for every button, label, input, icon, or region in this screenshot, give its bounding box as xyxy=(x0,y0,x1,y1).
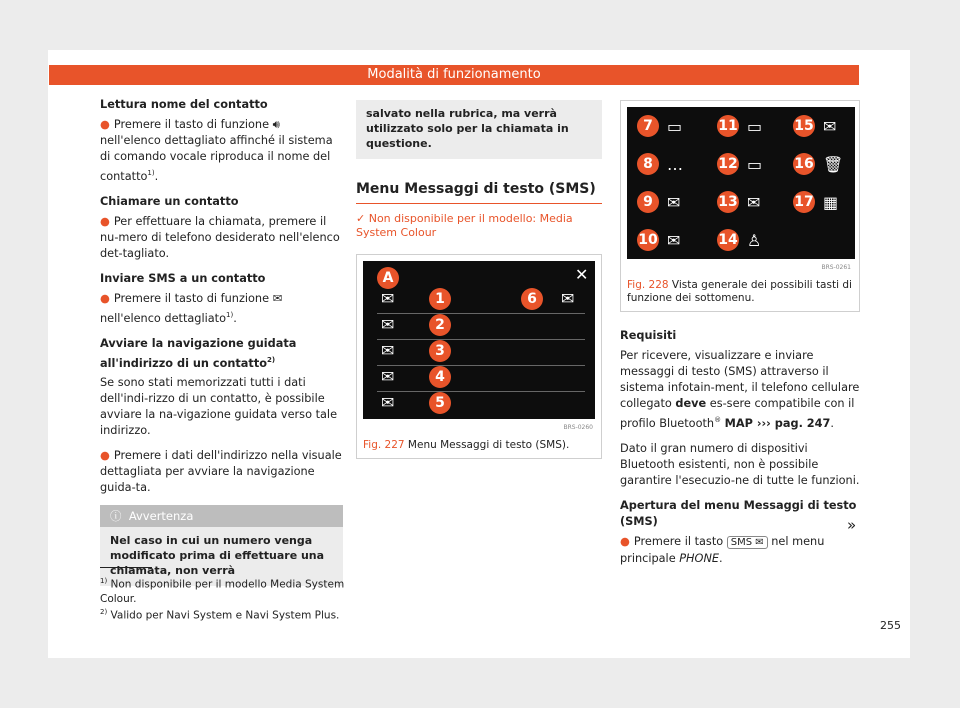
para-requirements: Per ricevere, visualizzare e inviare messaggi di testo (SMS) attraverso il sistema infotain-ment, il telefono cellulare collegato deve es-sere compatibile con il profilo Bluetooth® MAP ››› pag. 247. xyxy=(620,349,860,430)
page-number: 255 xyxy=(880,619,901,632)
figure-caption: Fig. 227 Menu Messaggi di testo (SMS). xyxy=(363,439,570,451)
badge-2: 2 xyxy=(429,314,451,336)
column-left xyxy=(100,97,343,586)
availability-note: ✓ Non disponibile per il modello: Media System Colour xyxy=(356,212,573,239)
folder-sort-icon: ▭ xyxy=(747,117,763,136)
close-icon: ✕ xyxy=(575,265,589,284)
badge-a: A xyxy=(377,267,399,289)
info-icon: ⓘ xyxy=(110,509,122,524)
figure-227 xyxy=(356,254,602,459)
more-icon: … xyxy=(667,155,683,174)
bullet-icon: ● xyxy=(100,449,110,463)
para-navigation-start: ● Premere i dati dell'indirizzo nella visuale dettagliata per avviare la navigazione guida-ta. xyxy=(100,449,342,495)
bullet-icon: ● xyxy=(620,534,630,548)
message-icon: ▭ xyxy=(667,117,683,136)
bullet-icon: ● xyxy=(100,118,110,131)
heading-read-contact: Lettura nome del contatto xyxy=(100,98,268,111)
badge-15: 15 xyxy=(793,115,815,137)
badge-8: 8 xyxy=(637,153,659,175)
footnote-2: $^{2)}$ Valido per Navi System e Navi System Plus. xyxy=(100,608,340,622)
para-navigation: Se sono stati memorizzati tutti i dati dell'indi-rizzo di un contatto, è possibile avviare la na-vigazione guidata verso tale indirizzo. xyxy=(100,376,338,438)
check-icon: ✓ xyxy=(356,212,366,225)
figure-caption: Fig. 228 Vista generale dei possibili tasti di funzione dei sottomenu. xyxy=(627,279,852,304)
heading-send-sms: Inviare SMS a un contatto xyxy=(100,271,266,285)
sms-menu-screen xyxy=(363,261,595,419)
para-read-contact: ● Premere il tasto di funzione 🔊︎ nell'elenco dettagliato affinché il sistema di comando vocale riproduca il nome del contatto$^{1)}$. xyxy=(100,118,333,183)
page-link[interactable]: MAP ››› pag. 247 xyxy=(724,416,831,430)
figure-code: BRS-0261 xyxy=(821,264,851,271)
sent-icon: ✉ xyxy=(381,367,395,386)
heading-navigation: Avviare la navigazione guidata all'indirizzo di un contatto$^{2)}$ xyxy=(100,336,297,370)
para-call-contact: ● Per effettuare la chiamata, premere il nu-mero di telefono desiderato nell'elenco det-tagliato. xyxy=(100,214,340,260)
submenu-buttons-screen xyxy=(627,107,855,259)
badge-13: 13 xyxy=(717,191,739,213)
contact-message-icon: ✉ xyxy=(747,193,761,212)
badge-9: 9 xyxy=(637,191,659,213)
badge-7: 7 xyxy=(637,115,659,137)
section-title: Menu Messaggi di testo (SMS) xyxy=(356,181,602,204)
trash-icon: 🗑︎ xyxy=(823,155,844,174)
page-header: Modalità di funzionamento xyxy=(49,65,859,85)
badge-6: 6 xyxy=(521,288,543,310)
heading-call-contact: Chiamare un contatto xyxy=(100,194,239,208)
badge-17: 17 xyxy=(793,191,815,213)
note-continuation: salvato nella rubrica, ma verrà utilizzato solo per la chiamata in questione. xyxy=(356,100,602,159)
continue-arrow: » xyxy=(847,516,857,534)
footnote-1: $^{1)}$ Non disponibile per il modello Media System Colour. xyxy=(100,577,345,605)
sms-key: SMS ✉ xyxy=(727,536,768,549)
badge-5: 5 xyxy=(429,392,451,414)
message-list-icon: ✉ xyxy=(823,117,837,136)
inbox-icon: ✉ xyxy=(381,289,395,308)
forward-icon: ✉ xyxy=(667,231,681,250)
badge-11: 11 xyxy=(717,115,739,137)
badge-1: 1 xyxy=(429,288,451,310)
badge-4: 4 xyxy=(429,366,451,388)
badge-16: 16 xyxy=(793,153,815,175)
figure-228 xyxy=(620,100,860,312)
bullet-icon: ● xyxy=(100,214,110,228)
speaker-icon: 🔊︎ xyxy=(272,118,280,131)
reply-icon: ✉ xyxy=(667,193,681,212)
column-right xyxy=(620,100,860,576)
add-contact-icon: ♙ xyxy=(747,231,762,250)
para-devices: Dato il gran numero di dispositivi Bluetooth esistenti, non è possibile garantire l'esecuzio-ne di tutte le funzioni. xyxy=(620,441,860,487)
keypad-icon: ▦ xyxy=(823,193,839,212)
badge-14: 14 xyxy=(717,229,739,251)
folder-sort-alt-icon: ▭ xyxy=(747,155,763,174)
note-text: Nel caso in cui un numero venga modificato prima di effettuare una chiamata, non verrà xyxy=(110,534,325,578)
divider xyxy=(377,339,585,340)
envelope-icon: ✉ xyxy=(272,291,283,305)
footnote-divider xyxy=(100,567,152,568)
badge-3: 3 xyxy=(429,340,451,362)
note-header: ⓘ Avvertenza xyxy=(100,505,343,527)
heading-requirements: Requisiti xyxy=(620,329,677,342)
figure-code: BRS-0260 xyxy=(563,424,593,431)
draft-icon: ✉ xyxy=(381,393,395,412)
list-message-icon: ✉ xyxy=(381,341,395,360)
para-send-sms: ● Premere il tasto di funzione ✉ nell'elenco dettagliato$^{1)}$. xyxy=(100,291,283,325)
divider xyxy=(377,313,585,314)
badge-10: 10 xyxy=(637,229,659,251)
divider xyxy=(377,365,585,366)
heading-open-sms: Apertura del menu Messaggi di testo (SMS) xyxy=(620,498,857,528)
para-open-sms: ● Premere il tasto SMS ✉ nel menu principale PHONE. xyxy=(620,534,825,565)
send-icon: ✉ xyxy=(381,315,395,334)
template-icon: ✉ xyxy=(561,289,575,308)
badge-12: 12 xyxy=(717,153,739,175)
divider xyxy=(377,391,585,392)
bullet-icon: ● xyxy=(100,291,110,305)
column-middle xyxy=(356,100,602,459)
